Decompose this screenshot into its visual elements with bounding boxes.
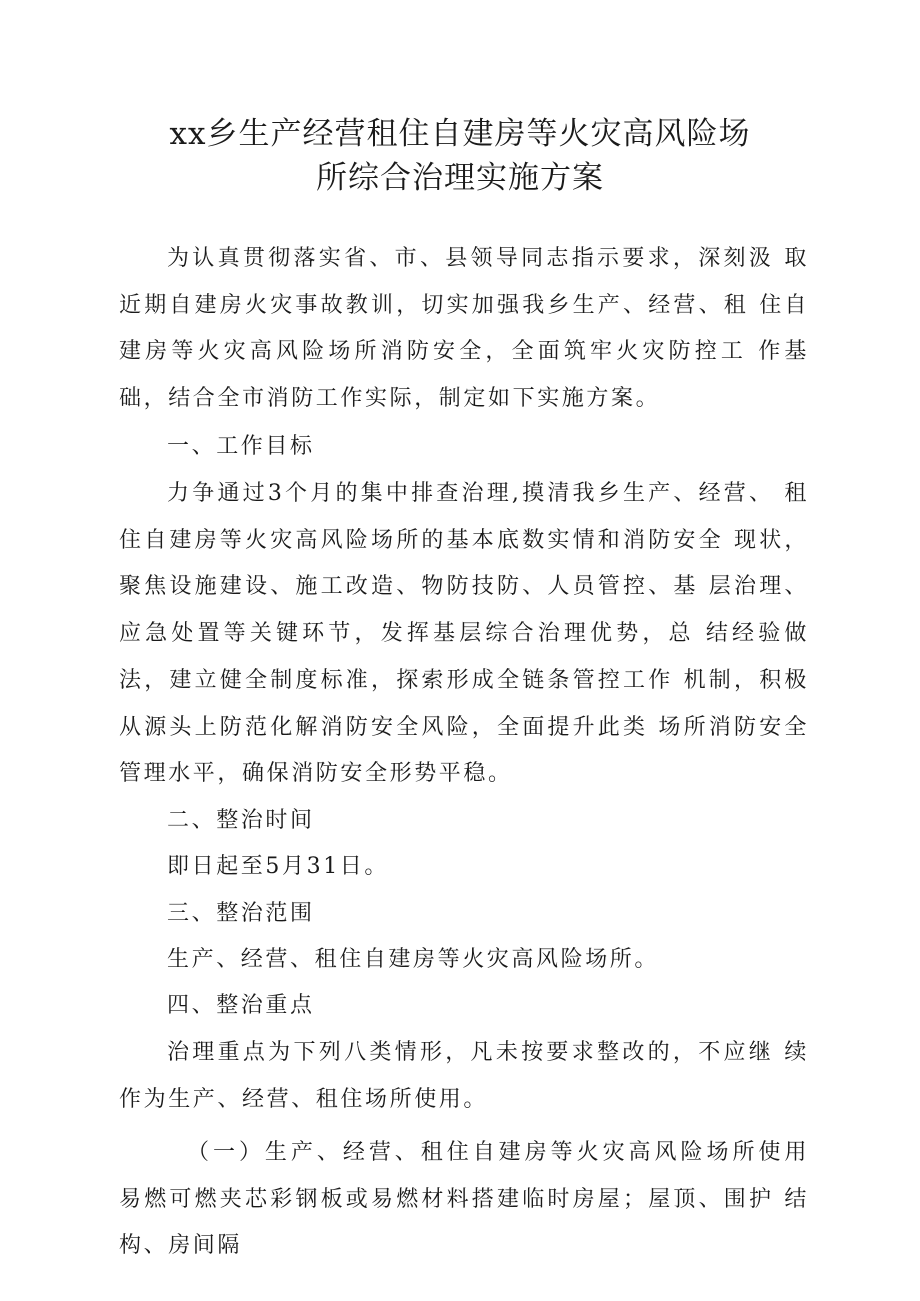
section-1-paragraph: 力争通过3个月的集中排查治理,摸清我乡生产、经营、 租住自建房等火灾高风险场所的基本底数实情和消防安全 现状，聚焦设施建设、施工改造、物防技防、人员管控、基 层治理、应急处置等关键环节，发挥基层综合治理优势，总 结经验做法，建立健全制度标准，探索形成全链条管控工作 机制，积极从源头上防范化解消防安全风险，全面提升此类 场所消防安全管理水平，确保消防安全形势平稳。 bbox=[119, 481, 809, 787]
section-2-heading: 二、整治时间 bbox=[167, 808, 315, 833]
item-1-paragraph: （一）生产、经营、租住自建房等火灾高风险场所使用 易燃可燃夹芯彩钢板或易燃材料搭建临时房屋；屋顶、围护 结构、房间隔 bbox=[119, 1140, 809, 1259]
section-4-paragraph: 治理重点为下列八类情形，凡未按要求整改的，不应继 续作为生产、经营、租住场所使用。 bbox=[119, 1040, 809, 1112]
section-4-heading: 四、整治重点 bbox=[167, 993, 315, 1018]
title-line-1: xx乡生产经营租住自建房等火灾高风险场 bbox=[169, 116, 751, 152]
section-3-heading: 三、整治范围 bbox=[167, 901, 315, 926]
intro-paragraph: 为认真贯彻落实省、市、县领导同志指示要求，深刻汲 取近期自建房火灾事故教训，切实加强我乡生产、经营、租 住自建房等火灾高风险场所消防安全，全面筑牢火灾防控工 作基础，结合全市消防工作实际，制定如下实施方案。 bbox=[119, 246, 809, 412]
section-3-paragraph: 生产、经营、租住自建房等火灾高风险场所。 bbox=[167, 947, 660, 972]
title-line-2: 所综合治理实施方案 bbox=[316, 160, 604, 196]
section-2-paragraph: 即日起至5月31日。 bbox=[167, 854, 389, 879]
section-1-heading: 一、工作目标 bbox=[167, 434, 315, 459]
